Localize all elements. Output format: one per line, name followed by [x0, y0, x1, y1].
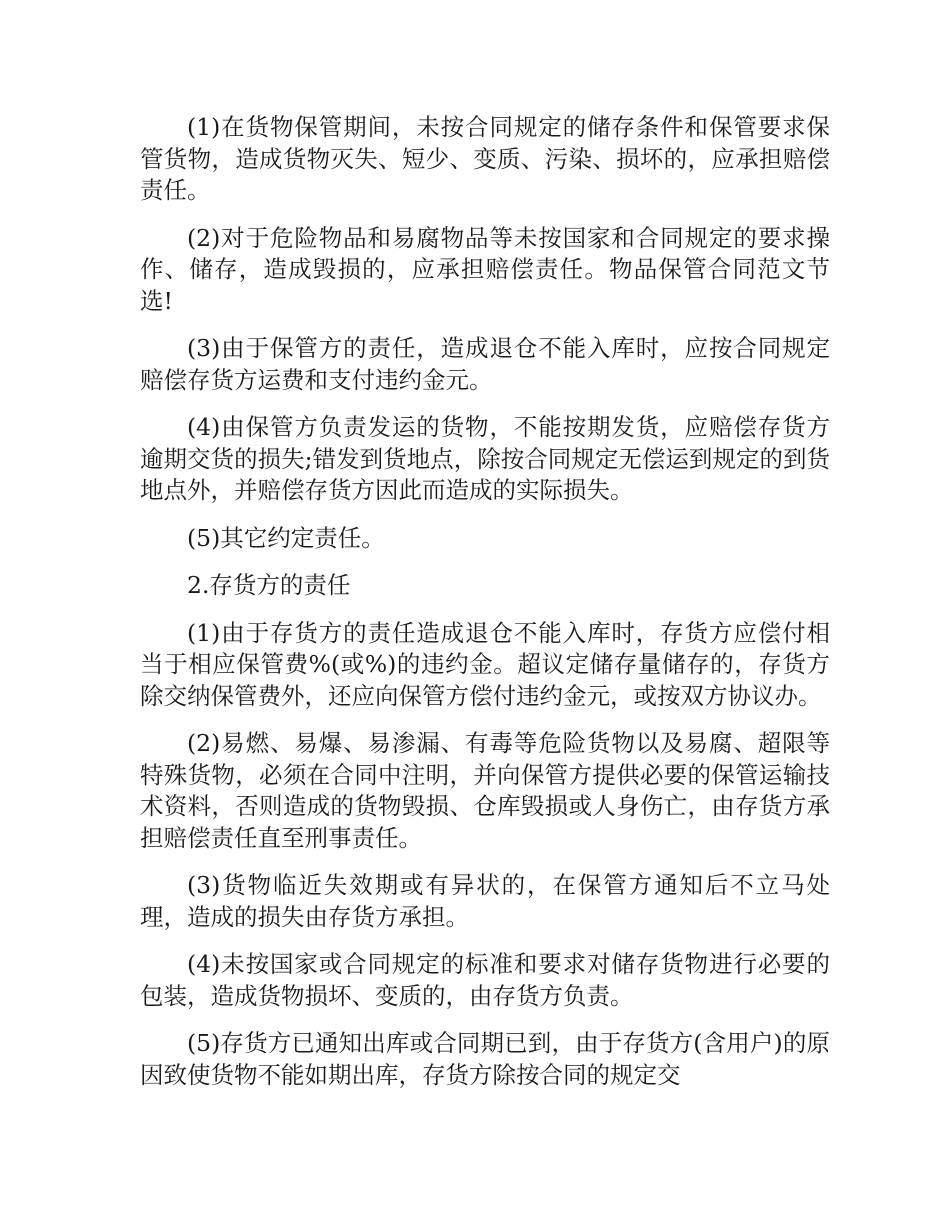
paragraph: (3)由于保管方的责任，造成退仓不能入库时，应按合同规定赔偿存货方运费和支付违约金元。	[140, 334, 830, 394]
paragraph: (5)其它约定责任。	[187, 523, 385, 552]
paragraph: (4)未按国家或合同规定的标准和要求对储存货物进行必要的包装，造成货物损坏、变质的，由存货方负责。	[140, 950, 830, 1010]
paragraph: (2)易燃、易爆、易渗漏、有毒等危险货物以及易腐、超限等特殊货物，必须在合同中注明，并向保管方提供必要的保管运输技术资料，否则造成的货物毁损、仓库毁损或人身伤亡，由存货方承担赔偿责任直至刑事责任。	[140, 729, 830, 852]
paragraph: (5)存货方已通知出库或合同期已到，由于存货方(含用户)的原因致使货物不能如期出库，存货方除按合同的规定交	[140, 1029, 830, 1089]
paragraph: (1)在货物保管期间，未按合同规定的储存条件和保管要求保管货物，造成货物灭失、短少、变质、污染、损坏的，应承担赔偿责任。	[140, 113, 830, 204]
paragraph: (1)由于存货方的责任造成退仓不能入库时，存货方应偿付相当于相应保管费%(或%)的违约金。超议定储存量储存的，存货方除交纳保管费外，还应向保管方偿付违约金元，或按双方协议办。	[140, 618, 830, 710]
section-heading: 2.存货方的责任	[187, 571, 351, 599]
document-body	[140, 112, 830, 1107]
paragraph: (2)对于危险物品和易腐物品等未按国家和合同规定的要求操作、储存，造成毁损的，应承担赔偿责任。物品保管合同范文节选!	[140, 223, 830, 315]
paragraph: (3)货物临近失效期或有异状的，在保管方通知后不立马处理，造成的损失由存货方承担。	[140, 871, 830, 931]
paragraph: (4)由保管方负责发运的货物，不能按期发货，应赔偿存货方逾期交货的损失;错发到货地点，除按合同规定无偿运到规定的到货地点外，并赔偿存货方因此而造成的实际损失。	[140, 413, 830, 504]
